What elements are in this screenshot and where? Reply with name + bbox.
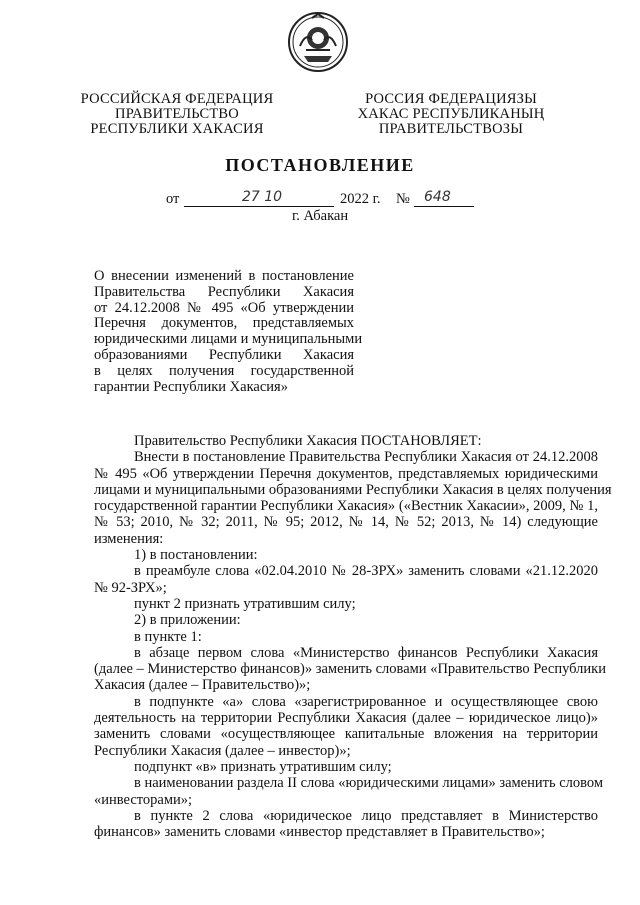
body-line: 2) в приложении: [134,612,241,629]
body-line: № 92-ЗРХ»; [94,579,167,596]
body-line: Республики Хакасия (далее – инвестор)»; [94,742,351,759]
coat-of-arms-icon [286,10,350,74]
body-line: № 495 «Об утверждении Перечня документов, представляемых юридическими [94,465,598,482]
body-line: Правительство Республики Хакасия ПОСТАНОВЛЯЕТ: [134,433,482,449]
body-line: в подпункте «а» слова «зарегистрированное и осуществляющее свою [134,693,598,710]
handwritten-date: 27 10 [242,189,283,205]
subject-line: гарантии Республики Хакасия» [94,378,288,395]
body-line: государственной гарантии Республики Хакасия» («Вестник Хакасии», 2009, № 1, [94,498,598,515]
body-line: Внести в постановление Правительства Республики Хакасия от 24.12.2008 [134,449,598,466]
date-underline [184,189,334,207]
date-from-label: от [166,191,180,207]
number-underline [414,189,474,207]
body-line: в преамбуле слова «02.04.2010 № 28-ЗРХ» заменить словами «21.12.2020 [134,563,598,580]
subject-line: юридическими лицами и муниципальными [94,331,363,348]
document-subject [94,268,363,395]
body-line: заменить словами «осуществляющее капитальные вложения на территории [94,726,598,743]
document-body [94,433,612,841]
subject-line: образованиями Республики Хакасия [94,346,354,363]
header-left [62,92,292,137]
city-name: г. Абакан [292,208,349,224]
subject-line: от 24.12.2008 № 495 «Об утверждении [94,299,354,316]
header-right-line: ХАКАС РЕСПУБЛИКАНЫҢ [357,106,545,122]
handwritten-number: 648 [424,189,451,205]
body-line: (далее – Министерство финансов)» заменить словами «Правительство Республики [94,661,606,678]
body-line: подпункт «в» признать утратившим силу; [134,758,392,775]
body-line: в пункте 2 слова «юридическое лицо представляет в Министерство [134,807,598,824]
header-right-line: РОССИЯ ФЕДЕРАЦИЯЗЫ [365,91,537,107]
body-line: финансов» заменить словами «инвестор представляет в Правительство»; [94,824,545,841]
header-left-line: РЕСПУБЛИКИ ХАКАСИЯ [90,121,264,137]
body-line: Хакасия (далее – Правительство)»; [94,677,311,694]
body-line: изменения: [94,530,164,547]
body-line: лицами и муниципальными образованиями Республики Хакасия в целях получения [94,481,612,498]
body-line: в наименовании раздела II слова «юридическими лицами» заменить словом [134,775,604,792]
document-title: ПОСТАНОВЛЕНИЕ [225,155,415,175]
header-left-line: РОССИЙСКАЯ ФЕДЕРАЦИЯ [80,91,274,107]
body-line: деятельность на территории Республики Хакасия (далее – юридическое лицо)» [94,710,598,727]
body-line: № 53; 2010, № 32; 2011, № 95; 2012, № 14, № 52; 2013, № 14) следующие [94,514,598,531]
body-line: 1) в постановлении: [134,547,258,564]
body-line: в абзаце первом слова «Министерство финансов Республики Хакасия [134,644,598,661]
subject-line: Перечня документов, представляемых [94,315,354,332]
year-text: 2022 г. [340,191,381,207]
subject-line: О внесении изменений в постановление [94,268,354,284]
header-right [336,92,566,137]
subject-line: в целях получения государственной [94,362,354,379]
body-line: «инвесторами»; [94,791,193,808]
body-line: пункт 2 признать утратившим силу; [134,595,356,612]
header-left-line: ПРАВИТЕЛЬСТВО [115,106,239,122]
body-line: в пункте 1: [134,628,202,645]
subject-line: Правительства Республики Хакасия [94,283,354,300]
number-label: № [396,191,410,207]
header-right-line: ПРАВИТЕЛЬСТВОЗЫ [378,121,524,137]
